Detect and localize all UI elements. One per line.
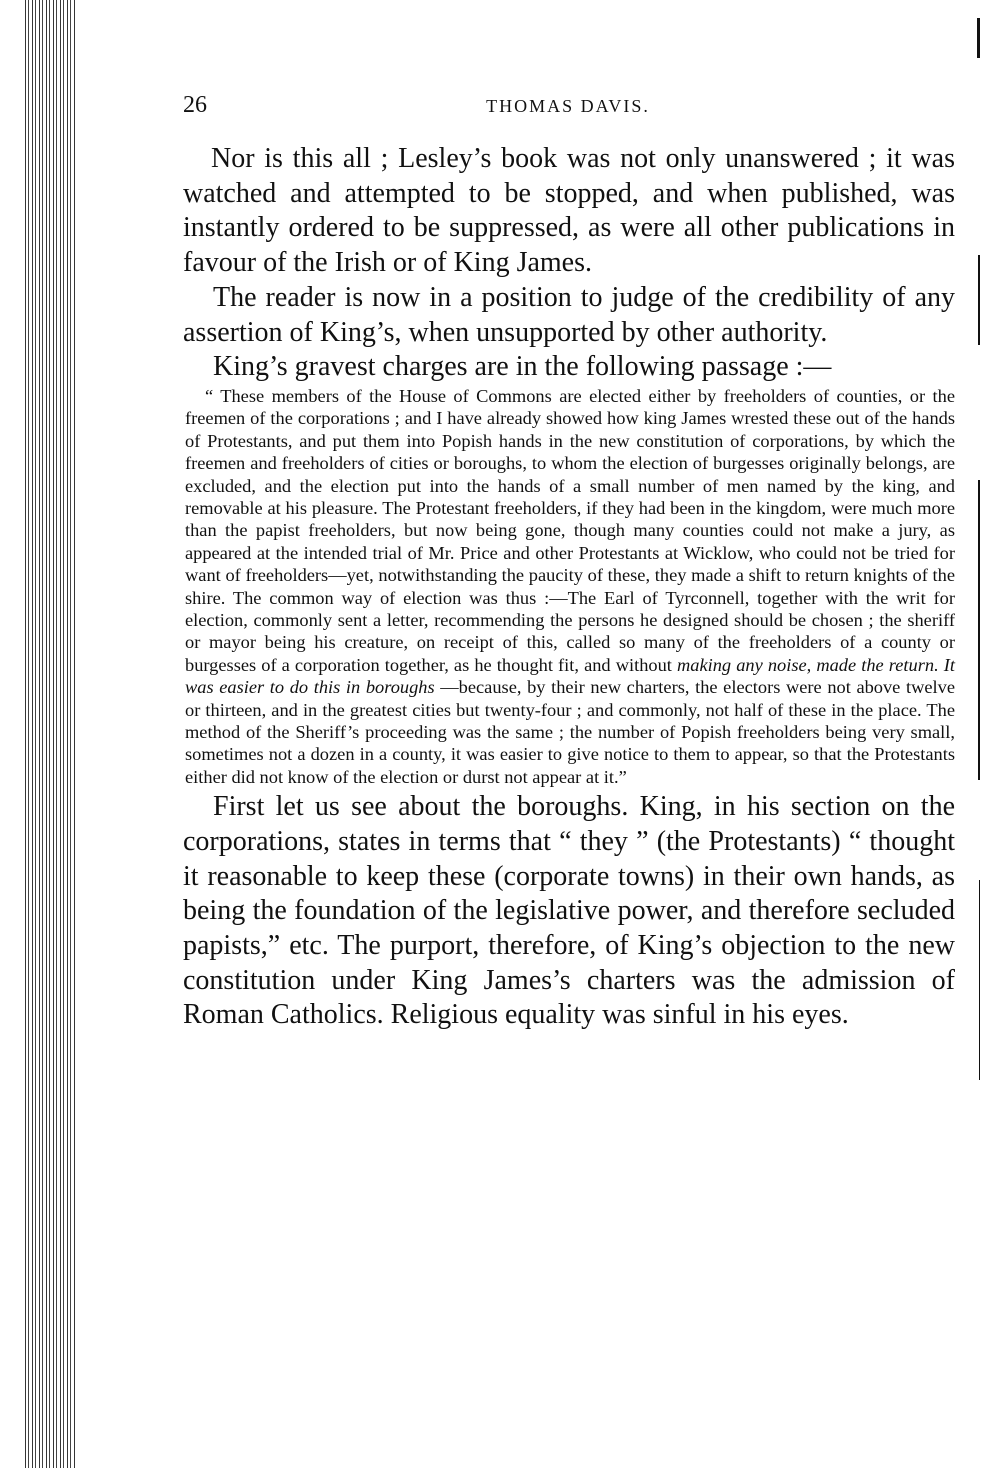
paragraph-boroughs: First let us see about the boroughs. King, in his section on the corporations, states in terms that “ they ” (the Protestants) “ thought it reasonable to keep these (corporate towns) in their own hands, as being the foundation of the legislative power, and therefore secluded papists,” etc. The purport, therefore, of King’s objection to the new constitution under King James’s charters was the admission of Roman Catholics. Religious equality was sinful in his eyes.: [183, 791, 955, 1031]
paragraph-gravest-charges: King’s gravest charges are in the following passage :—: [213, 351, 832, 383]
quote-text-part2: —because, by their new charters, the electors were not above twelve or thirteen, and in the greatest cities but twenty-four ; and commonly, not half of these in the place. The method of the Sheriff’s proceeding was the same ; the number of Popish freeholders being very small, sometimes not a dozen in a county, it was easier to give notice to them to appear, so that the Protestants either did not know of the election or durst not appear at it.”: [185, 677, 955, 787]
running-title: THOMAS DAVIS.: [486, 96, 650, 116]
paragraph-lesley-book: Nor is this all ; Lesley’s book was not only unanswered ; it was watched and attempted to be stopped, and when published, was instantly ordered to be suppressed, as were all other publications in favour of the Irish or of King James.: [183, 143, 955, 279]
quote-text-italic: making any noise, made the return. It was easier to do this in boroughs: [185, 654, 955, 698]
paragraph-credibility: The reader is now in a position to judge of the credibility of any assertion of King’s, when unsupported by other authority.: [183, 281, 955, 348]
running-head: [183, 92, 953, 122]
binding-edge: [25, 0, 75, 1468]
block-quotation: [183, 385, 955, 788]
page-body: [183, 142, 955, 1033]
page-right-edge: [970, 0, 1000, 1468]
quote-text-part1: “ These members of the House of Commons are elected either by freeholders of counties, or the freemen of the corporations ; and I have already showed how king James wrested these out of the hands of Protestants, and put them into Popish hands in the new constitution of corporations, by which the freemen and freeholders of cities or boroughs, to whom the election of burgesses originally belongs, are excluded, and the election put into the hands of a small number of men named by the king, and removable at his pleasure. The Protestant freeholders, if they had been in the kingdom, were much more than the papist freeholders, but now being gone, though many counties could not make a jury, as appeared at the intended trial of Mr. Price and other Protestants at Wicklow, who could not be tried for want of freeholders—yet, notwithstanding the paucity of these, they made a shift to return knights of the shire. The common way of election was thus :—The Earl of Tyrconnell, together with the writ for election, commonly sent a letter, recommending the persons he designed should be chosen ; the sheriff or mayor being his creature, on receipt of this, called so many of the freeholders of a county or burgesses of a corporation together, as he thought fit, and without: [185, 385, 955, 675]
page-number: 26: [183, 92, 207, 118]
